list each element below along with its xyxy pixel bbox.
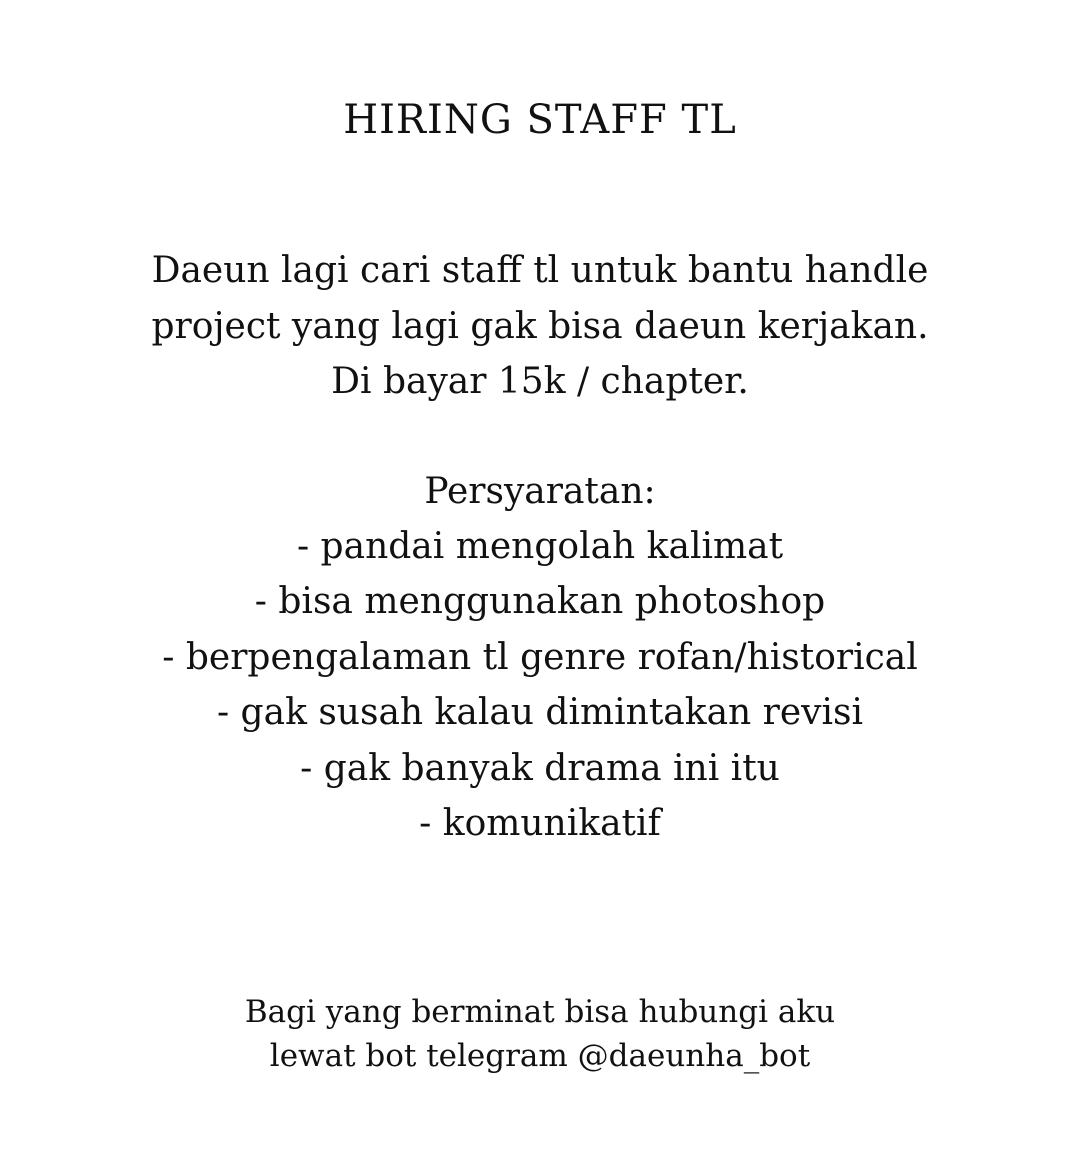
requirement-item: [0, 685, 1080, 740]
contact-info: [0, 990, 1080, 1078]
contact-line: lewat bot telegram @daeunha_bot: [269, 1038, 811, 1074]
requirements-list: [0, 519, 1080, 851]
requirement-text: - pandai mengolah kalimat: [296, 526, 784, 567]
requirement-text: - komunikatif: [419, 803, 661, 845]
requirements-heading: Persyaratan:: [424, 471, 656, 512]
requirement-item: [0, 519, 1080, 574]
requirement-text: - gak banyak drama ini itu: [300, 747, 780, 789]
poster-title: HIRING STAFF TL: [343, 97, 737, 143]
intro-line: Di bayar 15k / chapter.: [331, 361, 749, 402]
requirement-item: [0, 741, 1080, 796]
intro-line: Daeun lagi cari staff tl untuk bantu handle: [151, 250, 929, 291]
intro-line: project yang lagi gak bisa daeun kerjakan.: [151, 305, 929, 347]
requirement-text: - berpengalaman tl genre rofan/historical: [162, 636, 918, 678]
requirement-text: - gak susah kalau dimintakan revisi: [216, 692, 864, 734]
requirement-item: [0, 630, 1080, 685]
intro-paragraph: [0, 243, 1080, 410]
requirement-item: [0, 574, 1080, 629]
requirement-text: - bisa menggunakan photoshop: [254, 581, 826, 623]
contact-line: Bagi yang berminat bisa hubungi aku: [244, 994, 836, 1030]
requirement-item: [0, 796, 1080, 851]
